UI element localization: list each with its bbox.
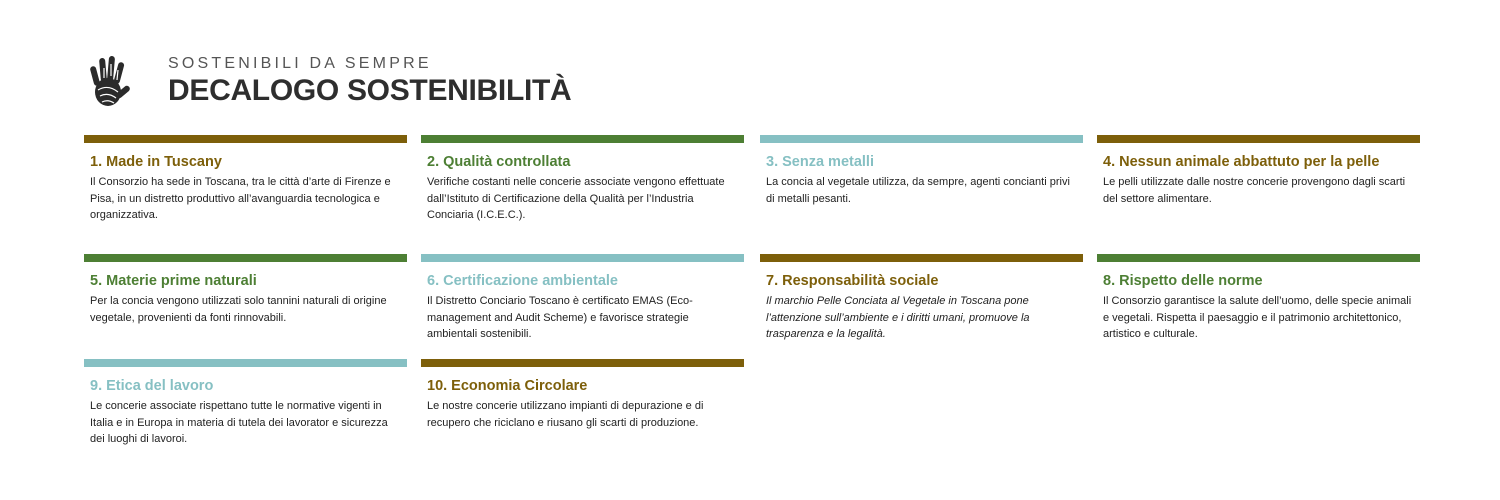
item-title: 2. Qualità controllata	[427, 154, 571, 170]
item-title: 9. Etica del lavoro	[90, 378, 214, 394]
color-bar	[421, 135, 744, 143]
color-bar	[421, 254, 744, 262]
decalogue-item-8	[1097, 254, 1420, 343]
decalogue-item-6	[421, 254, 744, 343]
header	[86, 52, 571, 112]
color-bar	[1097, 254, 1420, 262]
item-text: Verifiche costanti nelle concerie associate vengono effettuate dall’Istituto di Certificazione della Qualità per l’Industria Conciaria (I.C.E.C.).	[427, 176, 725, 221]
item-text: Le pelli utilizzate dalle nostre concerie provengono dagli scarti del settore alimentare.	[1103, 176, 1406, 205]
item-text: La concia al vegetale utilizza, da sempre, agenti concianti privi di metalli pesanti.	[766, 176, 1070, 205]
item-title: 7. Responsabilità sociale	[766, 273, 939, 289]
item-title: 6. Certificazione ambientale	[427, 273, 618, 289]
item-text: Le concerie associate rispettano tutte le normative vigenti in Italia e in Europa in materia di tutela dei lavorator e sicurezza dei luoghi di lavoroi.	[90, 400, 388, 445]
item-title: 3. Senza metalli	[766, 154, 874, 170]
item-text: Le nostre concerie utilizzano impianti di depurazione e di recupero che riciclano e riusano gli scarti di produzione.	[427, 400, 704, 429]
decalogue-item-2	[421, 135, 744, 224]
item-text: Il Consorzio garantisce la salute dell’uomo, delle specie animali e vegetali. Rispetta il paesaggio e il patrimonio architettonico, artistico e culturale.	[1103, 295, 1412, 340]
item-title: 4. Nessun animale abbattuto per la pelle	[1103, 154, 1380, 170]
color-bar	[84, 135, 407, 143]
item-text: Per la concia vengono utilizzati solo tannini naturali di origine vegetale, provenienti da fonti rinnovabili.	[90, 295, 387, 324]
handprint-icon	[86, 54, 134, 110]
color-bar	[760, 254, 1083, 262]
item-title: 5. Materie prime naturali	[90, 273, 257, 289]
decalogue-item-10	[421, 359, 744, 431]
color-bar	[84, 254, 407, 262]
color-bar	[1097, 135, 1420, 143]
item-text: Il marchio Pelle Conciata al Vegetale in Toscana pone l’attenzione sull’ambiente e i diritti umani, promuove la trasparenza e la legalità.	[766, 295, 1030, 340]
item-title: 1. Made in Tuscany	[90, 154, 222, 170]
decalogue-item-5	[84, 254, 407, 326]
item-text: Il Distretto Conciario Toscano è certificato EMAS (Eco-management and Audit Scheme) e favorisce strategie ambientali sostenibili.	[427, 295, 693, 340]
decalogue-item-1	[84, 135, 407, 224]
page-title: DECALOGO SOSTENIBILITÀ	[168, 74, 572, 107]
decalogue-item-9	[84, 359, 407, 448]
item-text: Il Consorzio ha sede in Toscana, tra le città d’arte di Firenze e Pisa, in un distretto produttivo all’avanguardia tecnologica e organizzativa.	[90, 176, 391, 221]
color-bar	[760, 135, 1083, 143]
item-title: 10. Economia Circolare	[427, 378, 588, 394]
page-subtitle: SOSTENIBILI DA SEMPRE	[168, 55, 432, 72]
decalogue-item-4	[1097, 135, 1420, 207]
color-bar	[84, 359, 407, 367]
decalogue-item-3	[760, 135, 1083, 207]
color-bar	[421, 359, 744, 367]
item-title: 8. Rispetto delle norme	[1103, 273, 1263, 289]
decalogue-item-7	[760, 254, 1083, 343]
